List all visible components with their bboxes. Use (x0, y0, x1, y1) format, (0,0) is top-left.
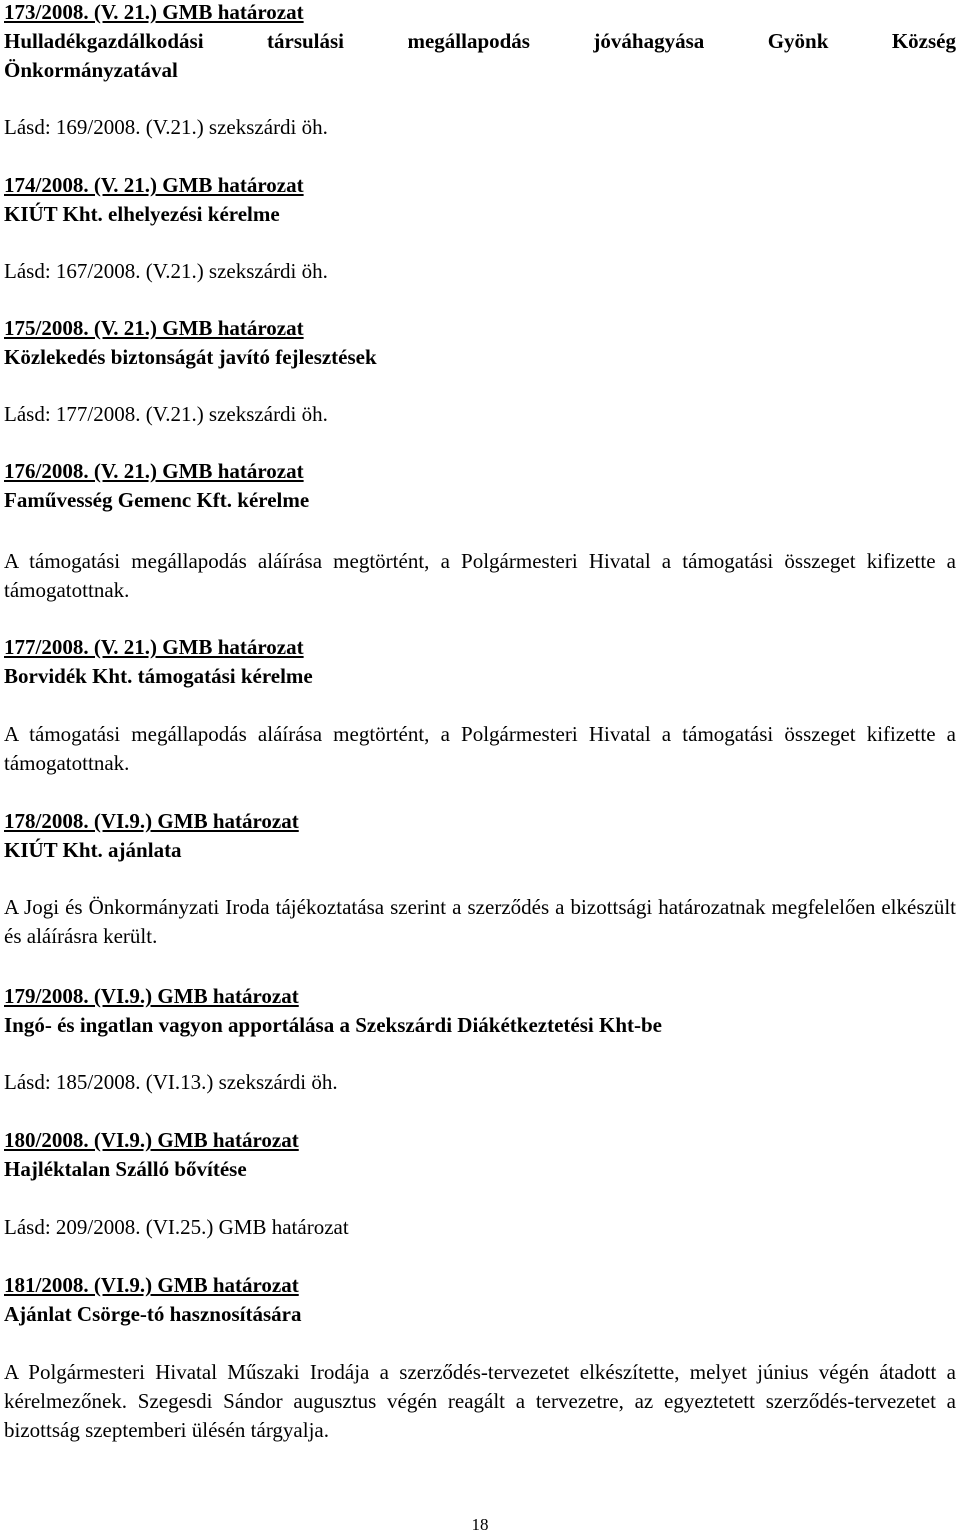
resolution-title: Faművesség Gemenc Kft. kérelme (4, 488, 310, 512)
resolution-number: 179/2008. (VI.9.) GMB határozat (4, 984, 299, 1008)
resolution-body: Lásd: 209/2008. (VI.25.) GMB határozat (4, 1215, 349, 1239)
resolution-title: Borvidék Kht. támogatási kérelme (4, 664, 313, 688)
resolution-body: Lásd: 185/2008. (VI.13.) szekszárdi öh. (4, 1070, 338, 1094)
resolution-body: A támogatási megállapodás aláírása megtörtént, a Polgármesteri Hivatal a támogatási összeget kifizette a támogatottnak. (4, 549, 956, 602)
resolution-body: Lásd: 177/2008. (V.21.) szekszárdi öh. (4, 402, 328, 426)
resolution-number: 174/2008. (V. 21.) GMB határozat (4, 173, 304, 197)
resolution-title: Ingó- és ingatlan vagyon apportálása a Szekszárdi Diákétkeztetési Kht-be (4, 1013, 662, 1037)
resolution-number: 181/2008. (VI.9.) GMB határozat (4, 1273, 299, 1297)
resolution-title: Hulladékgazdálkodási társulási megállapodás jóváhagyása Gyönk Község (4, 29, 956, 53)
resolution-number: 178/2008. (VI.9.) GMB határozat (4, 809, 299, 833)
resolution-title: KIÚT Kht. ajánlata (4, 838, 182, 862)
resolution-title-continued: Önkormányzatával (4, 58, 178, 82)
resolution-body: Lásd: 169/2008. (V.21.) szekszárdi öh. (4, 115, 328, 139)
resolution-title: KIÚT Kht. elhelyezési kérelme (4, 202, 280, 226)
resolution-number: 173/2008. (V. 21.) GMB határozat (4, 0, 304, 24)
resolution-title: Közlekedés biztonságát javító fejlesztések (4, 345, 377, 369)
resolution-number: 175/2008. (V. 21.) GMB határozat (4, 316, 304, 340)
resolution-number: 177/2008. (V. 21.) GMB határozat (4, 635, 304, 659)
resolution-body: A Polgármesteri Hivatal Műszaki Irodája a szerződés-tervezetet elkészítette, melyet június végén átadott a kérelmezőnek. Szegesdi Sándor augusztus végén reagált a tervezetre, az egyeztetett szerződés-tervezetet a bizottság szeptemberi ülésén tárgyalja. (4, 1360, 956, 1442)
resolution-body: A Jogi és Önkormányzati Iroda tájékoztatása szerint a szerződés a bizottsági határozatnak megfelelően elkészült és aláírásra került. (4, 895, 956, 948)
resolution-number: 180/2008. (VI.9.) GMB határozat (4, 1128, 299, 1152)
resolution-number: 176/2008. (V. 21.) GMB határozat (4, 459, 304, 483)
resolution-body: Lásd: 167/2008. (V.21.) szekszárdi öh. (4, 259, 328, 283)
page-number: 18 (471, 1515, 489, 1534)
resolution-title: Ajánlat Csörge-tó hasznosítására (4, 1302, 302, 1326)
resolution-title: Hajléktalan Szálló bővítése (4, 1157, 247, 1181)
resolution-body: A támogatási megállapodás aláírása megtörtént, a Polgármesteri Hivatal a támogatási összeget kifizette a támogatottnak. (4, 722, 956, 775)
